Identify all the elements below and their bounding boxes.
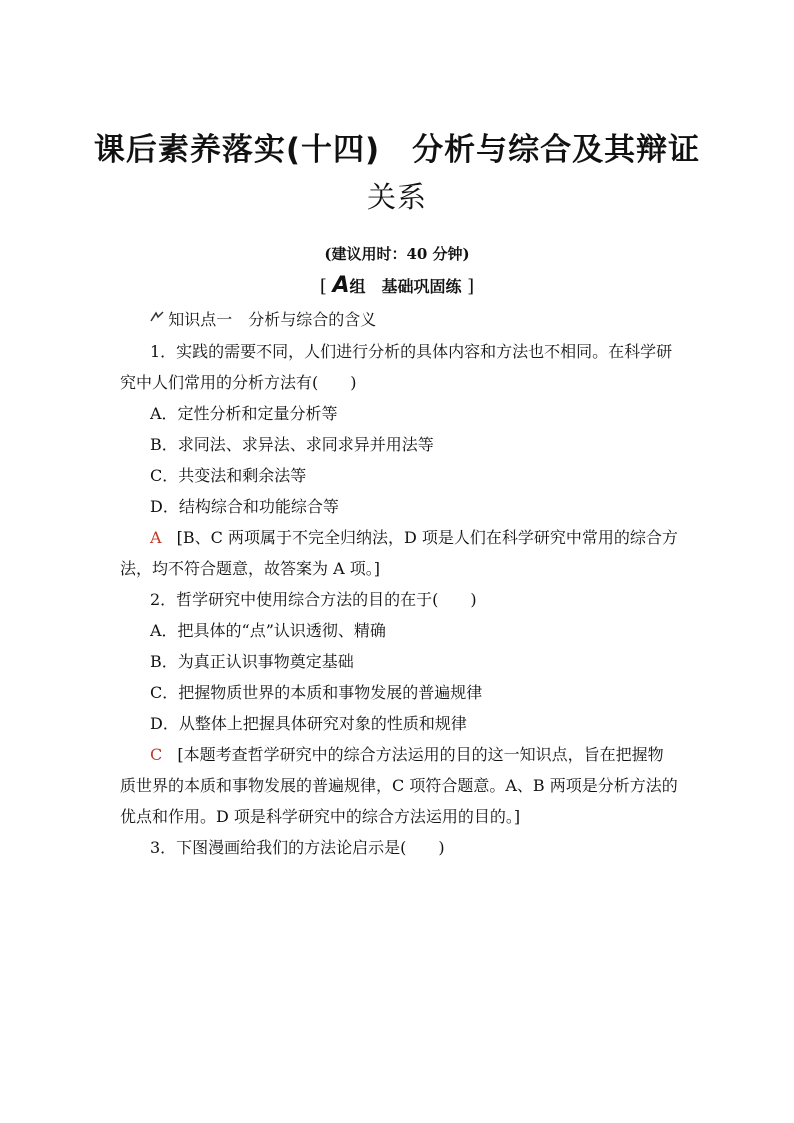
group-letter: A xyxy=(332,273,350,298)
section-heading xyxy=(150,310,710,331)
time-suggestion: (建议用时：40 分钟) xyxy=(324,245,470,263)
q1-explanation-line1 xyxy=(150,528,710,548)
group-label: 组 基础巩固练 xyxy=(349,277,462,296)
q1-explanation-text: [B、C 两项属于不完全归纳法，D 项是人们在科学研究中常用的综合方 xyxy=(176,528,678,547)
q1-answer: A xyxy=(150,528,162,547)
q1-option-d: D．结构综合和功能综合等 xyxy=(150,497,339,516)
q2-explanation-text: [本题考查哲学研究中的综合方法运用的目的这一知识点，旨在把握物 xyxy=(177,745,664,764)
q2-option-c: C．把握物质世界的本质和事物发展的普遍规律 xyxy=(150,683,483,702)
section-marker-icon xyxy=(150,315,167,326)
q1-option-a: A．定性分析和定量分析等 xyxy=(150,404,338,423)
section-label: 知识点一 分析与综合的含义 xyxy=(168,310,377,329)
q2-explanation-line3: 优点和作用。D 项是科学研究中的综合方法运用的目的。] xyxy=(120,807,521,826)
q1-option-c: C．共变法和剩余法等 xyxy=(150,466,307,485)
q2-option-d: D．从整体上把握具体研究对象的性质和规律 xyxy=(150,714,467,733)
q2-option-b: B．为真正认识事物奠定基础 xyxy=(150,652,354,671)
q3-stem: 3．下图漫画给我们的方法论启示是( ) xyxy=(150,838,445,857)
q1-explanation-line2: 法，均不符合题意，故答案为 A 项。] xyxy=(120,559,380,578)
q1-stem-line2: 究中人们常用的分析方法有( ) xyxy=(120,373,357,392)
q1-option-b: B．求同法、求异法、求同求异并用法等 xyxy=(150,435,434,454)
bracket-open: [ xyxy=(319,276,327,297)
q2-stem: 2．哲学研究中使用综合方法的目的在于( ) xyxy=(150,590,477,609)
q2-option-a: A．把具体的“点”认识透彻、精确 xyxy=(150,621,386,640)
q1-stem-line1: 1．实践的需要不同，人们进行分析的具体内容和方法也不相同。在科学研 xyxy=(150,342,673,361)
q2-explanation-line2: 质世界的本质和事物发展的普遍规律，C 项符合题意。A、B 两项是分析方法的 xyxy=(120,776,678,795)
q2-answer: C xyxy=(150,745,163,764)
q2-explanation-line1 xyxy=(150,745,710,765)
page-title: 课后素养落实(十四) 分析与综合及其辩证 xyxy=(93,132,701,168)
bracket-close: ] xyxy=(467,276,475,297)
group-header xyxy=(0,273,794,298)
page-title-continued: 关系 xyxy=(366,180,427,214)
